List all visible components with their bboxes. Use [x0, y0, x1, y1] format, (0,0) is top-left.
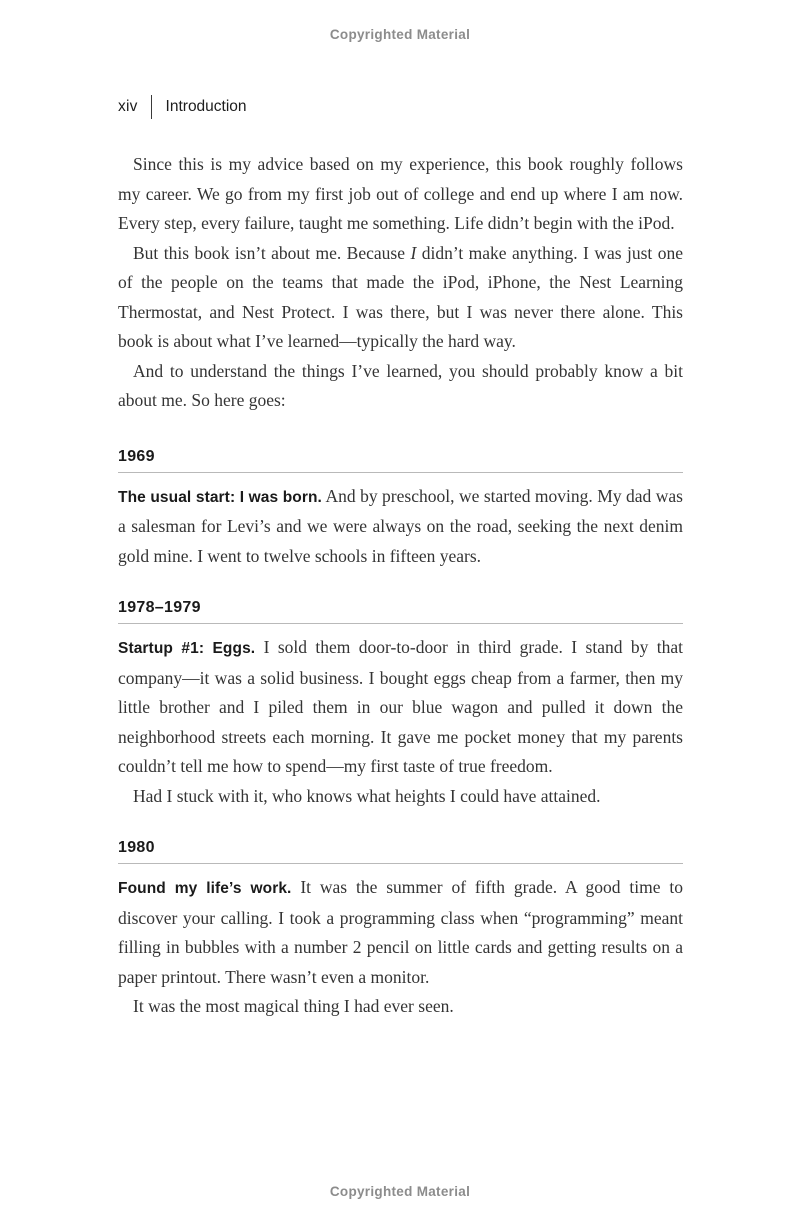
section-paragraph: [118, 482, 683, 572]
section-lead-in: The usual start: I was born.: [118, 488, 322, 506]
section-year-heading: 1969: [118, 447, 683, 473]
section-paragraph: [118, 633, 683, 782]
intro-paragraph-3: And to understand the things I’ve learned, you should probably know a bit about me. So here goes:: [118, 360, 683, 410]
paragraph-text: And by preschool, we started moving. My dad was a salesman for Levi’s and we were always on the road, seeking the next denim gold mine. I went to twelve schools in fifteen years.: [118, 485, 683, 566]
section-1978-1979: [118, 598, 683, 811]
italic-word: I: [410, 242, 417, 263]
section-1980: [118, 838, 683, 1022]
section-year-heading: 1980: [118, 838, 683, 864]
section-lead-in: Startup #1: Eggs.: [118, 640, 256, 657]
paragraph-text: It was the summer of fifth grade. A good time to discover your calling. I took a programming class when “programming” meant filling in bubbles with a number 2 pencil on little cards and getting results on a paper printout. There wasn’t even a monitor.: [118, 877, 684, 987]
header-divider: [151, 95, 152, 119]
paragraph-text: But this book isn’t about me. Because: [133, 242, 411, 263]
copyright-notice-top: Copyrighted Material: [329, 27, 471, 42]
section-extra-paragraph: Had I stuck with it, who knows what heights I could have attained.: [133, 785, 601, 806]
copyright-notice-bottom: Copyrighted Material: [329, 1184, 471, 1199]
page-number: xiv: [118, 98, 138, 115]
section-paragraph: [118, 873, 683, 992]
section-lead-in: Found my life’s work.: [118, 880, 292, 897]
section-year-heading: 1978–1979: [118, 598, 683, 624]
section-1969: [118, 447, 683, 572]
intro-paragraph-2: [118, 239, 683, 357]
paragraph-text: didn’t make anything. I was just one of the people on the teams that made the iPod, iPhone, the Nest Learning Thermostat, and Nest Protect. I was there, but I was never there alone. This book is about what I’ve learned—typically the hard way.: [118, 242, 683, 351]
paragraph-text: I sold them door-to-door in third grade. I stand by that company—it was a solid business. I bought eggs cheap from a farmer, then my little brother and I piled them in our blue wagon and pulled it down the neighborhood streets each morning. It gave me pocket money that my parents couldn’t tell me how to spend—my first taste of true freedom.: [118, 637, 683, 776]
page-content: [118, 150, 683, 1022]
section-extra-paragraph: It was the most magical thing I had ever seen.: [133, 996, 454, 1016]
running-header: [118, 95, 247, 119]
chapter-title: Introduction: [165, 98, 247, 115]
intro-paragraph-1: Since this is my advice based on my experience, this book roughly follows my career. We go from my first job out of college and end up where I am now. Every step, every failure, taught me something. Life didn’t begin with the iPod.: [118, 154, 683, 233]
